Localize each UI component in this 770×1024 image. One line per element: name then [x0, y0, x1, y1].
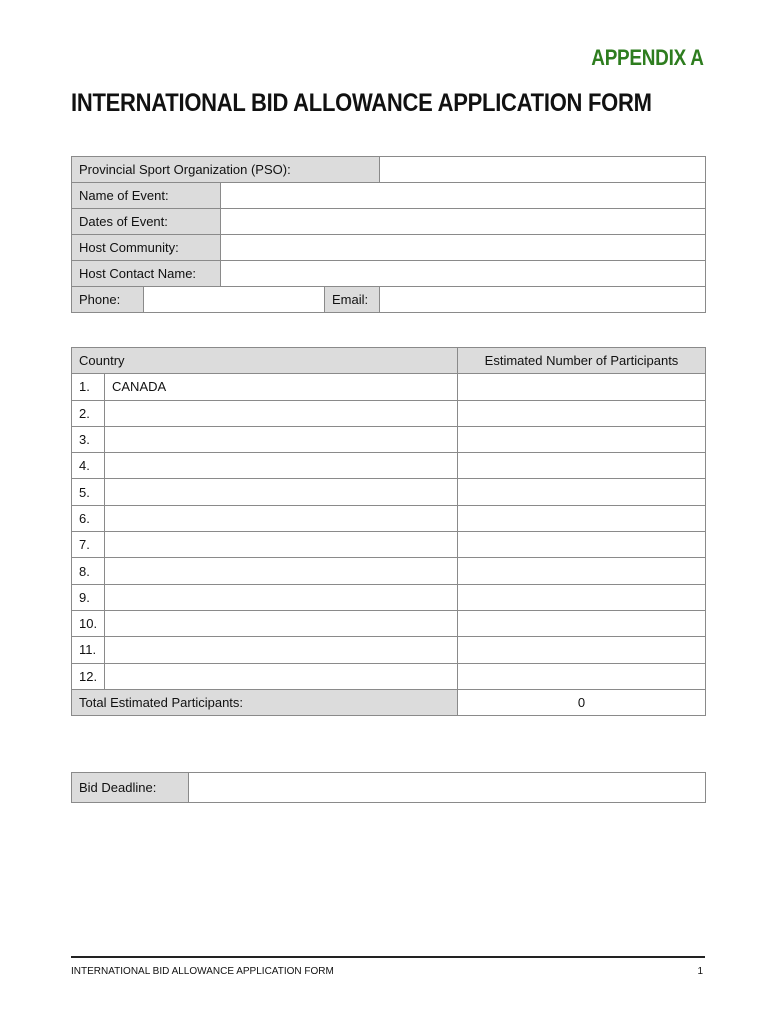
deadline-table: [71, 772, 706, 803]
country-field[interactable]: [105, 426, 458, 452]
total-participants-value: 0: [458, 689, 706, 715]
participant-count-field[interactable]: [458, 479, 706, 505]
footer-rule: [71, 956, 705, 958]
participants-table: [71, 347, 706, 716]
participant-count-field[interactable]: [458, 663, 706, 689]
participant-count-field[interactable]: [458, 637, 706, 663]
participant-count-field[interactable]: [458, 610, 706, 636]
row-number: 6.: [72, 505, 105, 531]
event-name-field[interactable]: [221, 183, 706, 209]
participant-row: [72, 637, 706, 663]
participant-row: [72, 663, 706, 689]
row-number: 7.: [72, 532, 105, 558]
row-number: 11.: [72, 637, 105, 663]
footer-title: INTERNATIONAL BID ALLOWANCE APPLICATION FORM: [71, 966, 334, 977]
participant-count-field[interactable]: [458, 532, 706, 558]
country-field[interactable]: [105, 637, 458, 663]
event-dates-field[interactable]: [221, 209, 706, 235]
row-number: 4.: [72, 453, 105, 479]
host-contact-label: Host Contact Name:: [72, 261, 221, 287]
bid-deadline-label: Bid Deadline:: [72, 773, 189, 803]
participant-count-field[interactable]: [458, 426, 706, 452]
row-number: 8.: [72, 558, 105, 584]
country-field[interactable]: [105, 610, 458, 636]
bid-deadline-field[interactable]: [189, 773, 706, 803]
host-community-label: Host Community:: [72, 235, 221, 261]
participant-row: [72, 505, 706, 531]
country-field[interactable]: [105, 400, 458, 426]
participant-row: [72, 610, 706, 636]
row-number: 9.: [72, 584, 105, 610]
form-title: INTERNATIONAL BID ALLOWANCE APPLICATION FORM: [71, 89, 652, 117]
pso-field[interactable]: [380, 157, 706, 183]
participant-row: [72, 426, 706, 452]
row-number: 12.: [72, 663, 105, 689]
host-community-field[interactable]: [221, 235, 706, 261]
participants-count-header: Estimated Number of Participants: [458, 348, 706, 374]
row-number: 5.: [72, 479, 105, 505]
row-number: 2.: [72, 400, 105, 426]
appendix-label: APPENDIX A: [591, 45, 704, 70]
participant-row: [72, 558, 706, 584]
participant-row: [72, 479, 706, 505]
country-field[interactable]: CANADA: [105, 374, 458, 400]
phone-field[interactable]: [144, 287, 325, 313]
page-number: 1: [697, 966, 703, 977]
participant-row: [72, 584, 706, 610]
total-participants-label: Total Estimated Participants:: [72, 689, 458, 715]
participant-row: [72, 453, 706, 479]
email-field[interactable]: [380, 287, 706, 313]
participant-count-field[interactable]: [458, 558, 706, 584]
country-field[interactable]: [105, 532, 458, 558]
participant-row: [72, 374, 706, 400]
event-info-table: [71, 156, 706, 313]
country-header: Country: [72, 348, 458, 374]
country-field[interactable]: [105, 558, 458, 584]
row-number: 3.: [72, 426, 105, 452]
row-number: 1.: [72, 374, 105, 400]
participant-count-field[interactable]: [458, 374, 706, 400]
participant-row: [72, 400, 706, 426]
pso-label: Provincial Sport Organization (PSO):: [72, 157, 380, 183]
phone-label: Phone:: [72, 287, 144, 313]
host-contact-field[interactable]: [221, 261, 706, 287]
participant-count-field[interactable]: [458, 584, 706, 610]
participant-count-field[interactable]: [458, 505, 706, 531]
country-field[interactable]: [105, 663, 458, 689]
row-number: 10.: [72, 610, 105, 636]
participant-count-field[interactable]: [458, 400, 706, 426]
participant-row: [72, 532, 706, 558]
country-field[interactable]: [105, 505, 458, 531]
event-dates-label: Dates of Event:: [72, 209, 221, 235]
country-field[interactable]: [105, 479, 458, 505]
country-field[interactable]: [105, 453, 458, 479]
participant-count-field[interactable]: [458, 453, 706, 479]
email-label: Email:: [325, 287, 380, 313]
country-field[interactable]: [105, 584, 458, 610]
event-name-label: Name of Event:: [72, 183, 221, 209]
